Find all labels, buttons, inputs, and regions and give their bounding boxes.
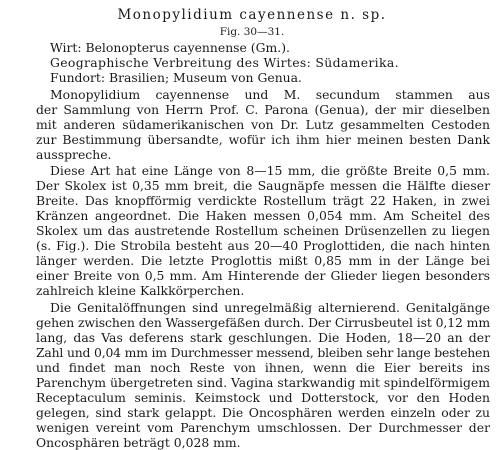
para1-line: zur Bestimmung übersandte, wofür ich ihm hier meinen besten Dank: [36, 132, 490, 147]
para3-line: wenigen vereint vom Parenchym umschlossen. Der Durchmesser der: [36, 420, 490, 435]
para3-line: Receptaculum seminis. Keimstock und Dotterstock, vor den Hoden: [36, 390, 490, 405]
para3-line: Parenchym übergetreten sind. Vagina starkwandig mit spindelförmigem: [36, 375, 490, 390]
distribution-line: Geographische Verbreitung des Wirtes: Südamerika.: [50, 55, 399, 70]
locality-line: Fundort: Brasilien; Museum von Genua.: [50, 70, 302, 85]
para3-line: Oncosphären beträgt 0,028 mm.: [36, 435, 241, 450]
para1-line: ausspreche.: [36, 147, 112, 162]
para2-line: Kränzen angeordnet. Die Haken messen 0,054 mm. Am Scheitel des: [36, 208, 490, 223]
para3-line: gehen zwischen den Wassergefäßen durch. Der Cirrusbeutel ist 0,12 mm: [36, 315, 490, 330]
para1-line: der Sammlung von Herrn Prof. C. Parona (Genua), der mir dieselben: [36, 102, 490, 117]
para2-line: (s. Fig.). Die Strobila besteht aus 20—40 Proglottiden, die nach hinten: [36, 238, 490, 253]
para3-line: und findet man noch Reste von ihnen, wenn die Eier bereits ins: [36, 360, 490, 375]
para2-line: Skolex um das austretende Rostellum scheinen Drüsenzellen zu liegen: [36, 223, 490, 238]
para3-line: lang, das Vas deferens stark geschlungen. Die Hoden, 18—20 an der: [36, 330, 490, 345]
species-title: Monopylidium cayennense n. sp.: [117, 7, 387, 23]
para2-line: Diese Art hat eine Länge von 8—15 mm, die größte Breite 0,5 mm.: [50, 163, 490, 178]
para2-line: länger werden. Die letzte Proglottis mißt 0,85 mm in der Länge bei: [36, 253, 490, 268]
para1-line: Monopylidium cayennense und M. secundum stammen aus: [50, 87, 490, 102]
para3-line: Die Genitalöffnungen sind unregelmäßig alternierend. Genitalgänge: [50, 300, 490, 315]
para2-line: zahlreich kleine Kalkkörperchen.: [36, 283, 245, 298]
para3-line: gelegen, sind stark gelappt. Die Oncosphären werden einzeln oder zu: [36, 405, 490, 420]
host-line: Wirt: Belonopterus cayennense (Gm.).: [50, 40, 290, 55]
para2-line: einer Breite von 0,5 mm. Am Hinterende der Glieder liegen besonders: [36, 268, 490, 283]
para2-line: Breite. Das knopfförmig verdickte Rostellum trägt 22 Haken, in zwei: [36, 193, 490, 208]
para3-line: Zahl und 0,04 mm im Durchmesser messend, bleiben sehr lange bestehen: [36, 345, 490, 360]
para1-line: mit anderen südamerikanischen von Dr. Lutz gesammelten Cestoden: [36, 117, 490, 132]
figure-reference: Fig. 30—31.: [219, 26, 285, 38]
para2-line: Der Skolex ist 0,35 mm breit, die Saugnäpfe messen die Hälfte dieser: [36, 178, 490, 193]
